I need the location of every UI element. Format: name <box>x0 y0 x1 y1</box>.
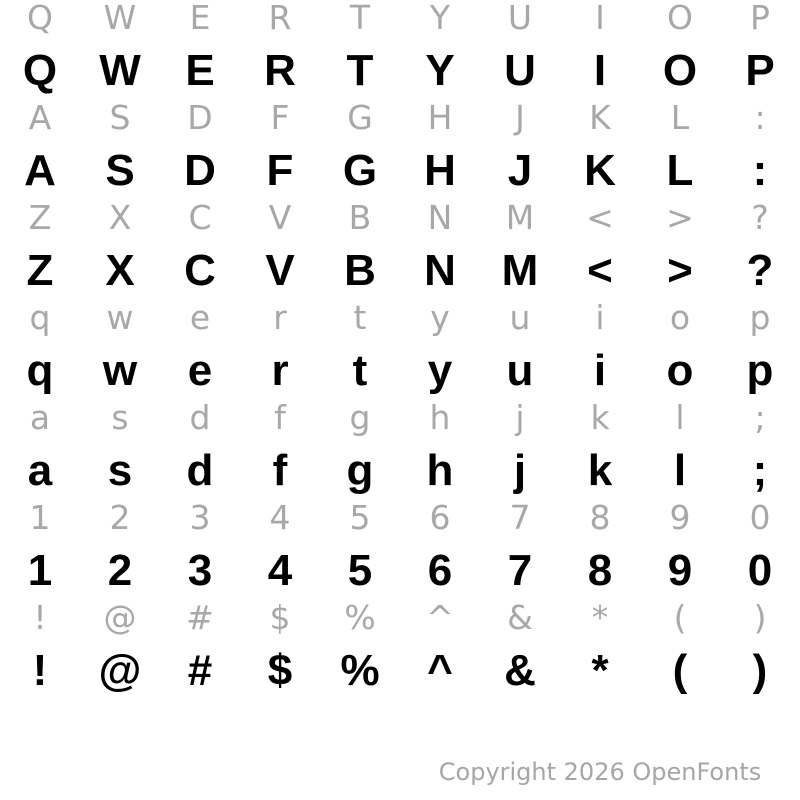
glyph-cell: ! <box>32 646 48 695</box>
glyph-cell: e <box>189 298 211 337</box>
glyph-cell: U <box>507 0 533 37</box>
glyph-cell: f <box>272 446 288 495</box>
glyph-cell: O <box>667 0 693 37</box>
glyph-cell: d <box>186 446 214 495</box>
glyph-cell: o <box>669 298 691 337</box>
specimen-row-reference <box>0 600 800 636</box>
glyph-cell: ! <box>33 598 47 637</box>
glyph-cell: I <box>593 46 607 95</box>
glyph-cell: A <box>24 146 56 195</box>
glyph-cell: & <box>507 598 533 637</box>
glyph-cell: S <box>109 98 131 137</box>
specimen-row-bold <box>0 546 800 595</box>
glyph-cell: h <box>429 398 451 437</box>
glyph-cell: < <box>586 198 614 237</box>
specimen-row-bold <box>0 346 800 395</box>
glyph-cell: S <box>105 146 135 195</box>
glyph-cell: q <box>26 346 54 395</box>
glyph-cell: K <box>589 98 611 137</box>
glyph-cell: * <box>591 598 609 637</box>
glyph-cell: q <box>29 298 51 337</box>
glyph-cell: M <box>505 198 535 237</box>
specimen-row-bold <box>0 646 800 695</box>
glyph-cell: R <box>268 0 292 37</box>
glyph-cell: G <box>347 98 373 137</box>
glyph-cell: Z <box>26 246 54 295</box>
glyph-cell: g <box>346 446 374 495</box>
glyph-cell: Q <box>22 46 58 95</box>
glyph-cell: X <box>105 246 135 295</box>
glyph-cell: Y <box>425 46 455 95</box>
glyph-cell: A <box>28 98 52 137</box>
glyph-cell: 6 <box>427 546 453 595</box>
glyph-cell: J <box>515 98 525 137</box>
specimen-row-reference <box>0 0 800 36</box>
glyph-cell: j <box>513 446 527 495</box>
glyph-cell: 2 <box>109 498 131 537</box>
glyph-cell: Q <box>27 0 53 37</box>
specimen-row-reference <box>0 400 800 436</box>
glyph-cell: < <box>587 246 613 295</box>
glyph-cell: # <box>186 598 214 637</box>
glyph-cell: $ <box>267 646 293 695</box>
glyph-cell: j <box>515 398 525 437</box>
glyph-cell: h <box>426 446 454 495</box>
glyph-cell: ) <box>752 646 768 695</box>
glyph-cell: V <box>268 198 292 237</box>
glyph-cell: ^ <box>427 646 453 695</box>
glyph-cell: R <box>264 46 296 95</box>
glyph-cell: t <box>353 298 367 337</box>
glyph-cell: u <box>506 346 534 395</box>
glyph-cell: 3 <box>189 498 211 537</box>
glyph-cell: 9 <box>667 546 693 595</box>
glyph-cell: 0 <box>749 498 771 537</box>
glyph-cell: * <box>591 646 609 695</box>
glyph-cell: D <box>184 146 216 195</box>
glyph-cell: g <box>349 398 371 437</box>
glyph-cell: ( <box>673 598 687 637</box>
specimen-row-bold <box>0 246 800 295</box>
glyph-cell: H <box>427 98 453 137</box>
glyph-cell: t <box>352 346 368 395</box>
glyph-cell: s <box>107 446 133 495</box>
glyph-cell: 7 <box>509 498 531 537</box>
specimen-row-bold <box>0 146 800 195</box>
glyph-cell: ? <box>751 198 769 237</box>
specimen-row-bold <box>0 446 800 495</box>
specimen-row-bold <box>0 46 800 95</box>
glyph-cell: f <box>274 398 286 437</box>
glyph-cell: U <box>504 46 536 95</box>
glyph-cell: % <box>340 646 380 695</box>
glyph-cell: w <box>102 346 138 395</box>
glyph-cell: T <box>346 46 374 95</box>
glyph-cell: 0 <box>747 546 773 595</box>
glyph-cell: E <box>185 46 215 95</box>
glyph-cell: ^ <box>426 598 454 637</box>
glyph-cell: 9 <box>669 498 691 537</box>
glyph-cell: P <box>750 0 770 37</box>
glyph-cell: Z <box>28 198 52 237</box>
glyph-cell: B <box>344 246 376 295</box>
glyph-cell: I <box>595 0 605 37</box>
glyph-cell: ? <box>746 246 774 295</box>
glyph-cell: l <box>673 446 687 495</box>
glyph-cell: 1 <box>29 498 51 537</box>
glyph-cell: 8 <box>587 546 613 595</box>
glyph-cell: H <box>424 146 456 195</box>
glyph-cell: J <box>507 146 533 195</box>
glyph-cell: C <box>184 246 216 295</box>
glyph-cell: i <box>593 346 607 395</box>
glyph-cell: 5 <box>347 546 373 595</box>
glyph-cell: 3 <box>187 546 213 595</box>
glyph-cell: a <box>27 446 53 495</box>
glyph-cell: : <box>754 98 766 137</box>
glyph-cell: 4 <box>267 546 293 595</box>
glyph-cell: $ <box>269 598 291 637</box>
glyph-cell: K <box>584 146 616 195</box>
glyph-cell: E <box>189 0 211 37</box>
glyph-cell: p <box>746 346 774 395</box>
glyph-cell: w <box>106 298 134 337</box>
glyph-cell: 6 <box>429 498 451 537</box>
specimen-row-reference <box>0 300 800 336</box>
glyph-cell: & <box>504 646 536 695</box>
glyph-cell: N <box>424 246 456 295</box>
glyph-cell: F <box>270 98 290 137</box>
copyright-text: Copyright 2026 OpenFonts <box>438 758 762 786</box>
glyph-cell: k <box>587 446 613 495</box>
glyph-cell: u <box>509 298 531 337</box>
glyph-cell: W <box>103 0 137 37</box>
glyph-cell: 2 <box>107 546 133 595</box>
glyph-cell: G <box>342 146 378 195</box>
glyph-cell: r <box>273 298 287 337</box>
glyph-cell: N <box>427 198 453 237</box>
glyph-cell: > <box>667 246 693 295</box>
specimen-row-reference <box>0 500 800 536</box>
glyph-cell: k <box>590 398 610 437</box>
glyph-cell: @ <box>103 598 137 637</box>
glyph-cell: B <box>348 198 372 237</box>
glyph-cell: F <box>266 146 294 195</box>
glyph-cell: p <box>749 298 771 337</box>
glyph-cell: P <box>745 46 775 95</box>
glyph-cell: l <box>675 398 685 437</box>
specimen-row-reference <box>0 100 800 136</box>
glyph-cell: d <box>189 398 211 437</box>
glyph-cell: L <box>670 98 690 137</box>
glyph-cell: % <box>344 598 376 637</box>
glyph-cell: 7 <box>507 546 533 595</box>
glyph-cell: > <box>666 198 694 237</box>
specimen-row-reference <box>0 200 800 236</box>
glyph-cell: Y <box>429 0 451 37</box>
glyph-cell: o <box>666 346 694 395</box>
glyph-cell: # <box>187 646 213 695</box>
glyph-cell: ( <box>672 646 688 695</box>
glyph-cell: L <box>666 146 694 195</box>
glyph-cell: ; <box>754 398 766 437</box>
glyph-cell: ) <box>753 598 767 637</box>
glyph-cell: V <box>265 246 295 295</box>
glyph-cell: e <box>187 346 213 395</box>
glyph-cell: r <box>271 346 289 395</box>
glyph-cell: O <box>662 46 698 95</box>
glyph-cell: i <box>595 298 605 337</box>
glyph-cell: 5 <box>349 498 371 537</box>
glyph-cell: 8 <box>589 498 611 537</box>
glyph-cell: 1 <box>27 546 53 595</box>
glyph-cell: T <box>349 0 371 37</box>
glyph-cell: D <box>187 98 213 137</box>
glyph-cell: C <box>188 198 212 237</box>
glyph-cell: y <box>427 346 453 395</box>
glyph-cell: @ <box>98 646 142 695</box>
glyph-cell: X <box>108 198 132 237</box>
glyph-cell: : <box>752 146 768 195</box>
glyph-cell: s <box>111 398 129 437</box>
glyph-cell: W <box>99 46 141 95</box>
glyph-cell: a <box>29 398 51 437</box>
glyph-cell: ; <box>752 446 768 495</box>
glyph-cell: M <box>501 246 539 295</box>
glyph-cell: y <box>430 298 450 337</box>
glyph-cell: 4 <box>269 498 291 537</box>
